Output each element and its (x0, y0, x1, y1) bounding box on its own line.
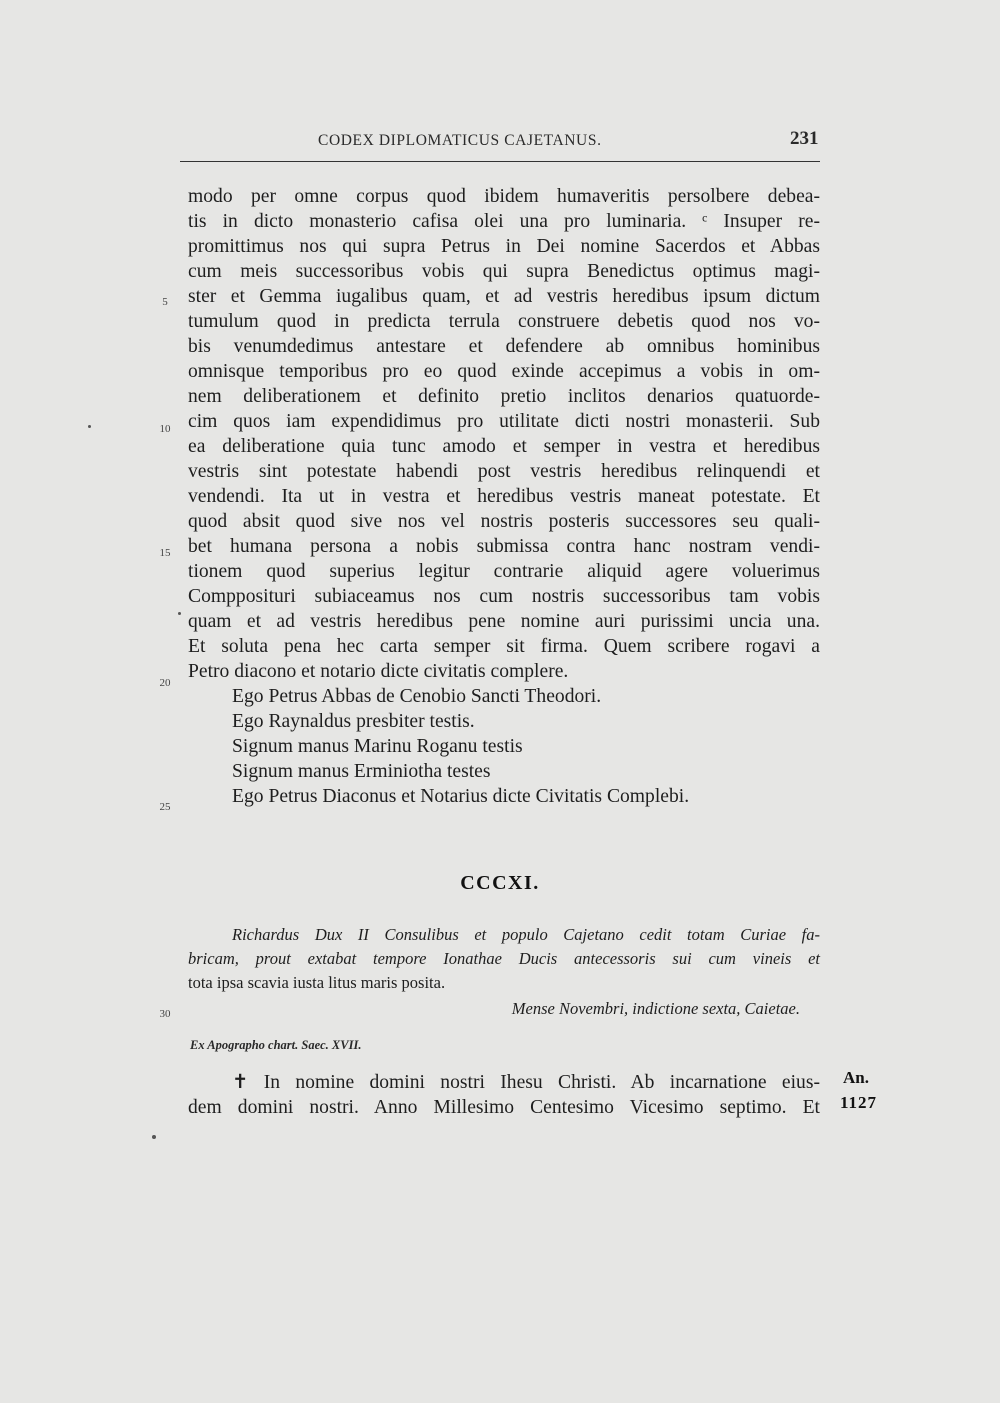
body-line: Compposituri subiaceamus nos cum nostris successoribus tam vobis (188, 586, 820, 607)
scan-speck (88, 425, 91, 428)
body-line: nem deliberationem et definito pretio inclitos denarios quatuorde- (188, 386, 820, 407)
body-line: omnisque temporibus pro eo quod exinde accepimus a vobis in om- (188, 361, 820, 382)
margin-year-label: An. (843, 1068, 869, 1087)
date-line: Mense Novembri, indictione sexta, Caietae. (511, 999, 800, 1018)
body-line: ea deliberatione quia tunc amodo et semper in vestra et heredibus (188, 436, 820, 457)
summary-line: Richardus Dux II Consulibus et populo Cajetano cedit totam Curiae fa- (232, 925, 820, 944)
summary-line: tota ipsa scavia iusta litus maris posita. (188, 973, 446, 992)
margin-year: 1127 (840, 1093, 878, 1112)
body-line: bet humana persona a nobis submissa contra hanc nostram vendi- (188, 536, 820, 557)
scan-speck (178, 612, 181, 615)
running-header-title: CODEX DIPLOMATICUS CAJETANUS. (318, 132, 602, 149)
body-line: Petro diacono et notario dicte civitatis complere. (188, 661, 569, 682)
line-number: 10 (159, 423, 171, 435)
body-line: modo per omne corpus quod ibidem humaveritis persolbere debea- (188, 186, 820, 207)
body-line: cim quos iam expendidimus pro utilitate dicti nostri monasterii. Sub (188, 411, 820, 432)
line-number: 20 (159, 677, 171, 689)
body-line: ster et Gemma iugalibus quam, et ad vestris heredibus ipsum dictum (188, 286, 820, 307)
signature-line: Ego Petrus Abbas de Cenobio Sancti Theodori. (232, 686, 602, 707)
page-number: 231 (790, 128, 819, 149)
line-number: 15 (159, 547, 171, 559)
line-number: 30 (159, 1008, 171, 1020)
body-line: vestris sint potestate habendi post vestris heredibus relinquendi et (188, 461, 820, 482)
signature-line: Ego Petrus Diaconus et Notarius dicte Civitatis Complebi. (232, 786, 690, 807)
body-line: Et soluta pena hec carta semper sit firma. Quem scribere rogavi a (188, 636, 820, 657)
signature-line: Ego Raynaldus presbiter testis. (232, 711, 475, 732)
body-line: quod absit quod sive nos vel nostris posteris successores seu quali- (188, 511, 820, 532)
body-line: tumulum quod in predicta terrula construere debetis quod nos vo- (188, 311, 820, 332)
body-line: bis venumdedimus antestare et defendere ab omnibus hominibus (188, 336, 820, 357)
scan-speck (152, 1135, 156, 1139)
body-line: tis in dicto monasterio cafisa olei una pro luminaria. ᶜ Insuper re- (188, 211, 820, 232)
document-text-line: ✝ In nomine domini nostri Ihesu Christi. Ab incarnatione eius- (232, 1072, 820, 1093)
summary-line: bricam, prout extabat tempore Ionathae Ducis antecessoris sui cum vineis et (188, 949, 820, 968)
document-number: CCCXI. (460, 872, 540, 894)
body-line: cum meis successoribus vobis qui supra Benedictus optimus magi- (188, 261, 820, 282)
signature-line: Signum manus Marinu Roganu testis (232, 736, 523, 757)
document-text-line: dem domini nostri. Anno Millesimo Centesimo Vicesimo septimo. Et (188, 1097, 820, 1118)
signature-line: Signum manus Erminiotha testes (232, 761, 491, 782)
line-number: 5 (162, 296, 168, 308)
header-rule (180, 161, 820, 162)
body-line: vendendi. Ita ut in vestra et heredibus vestris maneat potestate. Et (188, 486, 820, 507)
source-note: Ex Apographo chart. Saec. XVII. (190, 1038, 362, 1052)
body-line: tionem quod superius legitur contrarie aliquid agere voluerimus (188, 561, 820, 582)
body-line: promittimus nos qui supra Petrus in Dei nomine Sacerdos et Abbas (188, 236, 820, 257)
body-line: quam et ad vestris heredibus pene nomine auri purissimi uncia una. (188, 611, 820, 632)
line-number: 25 (159, 801, 171, 813)
